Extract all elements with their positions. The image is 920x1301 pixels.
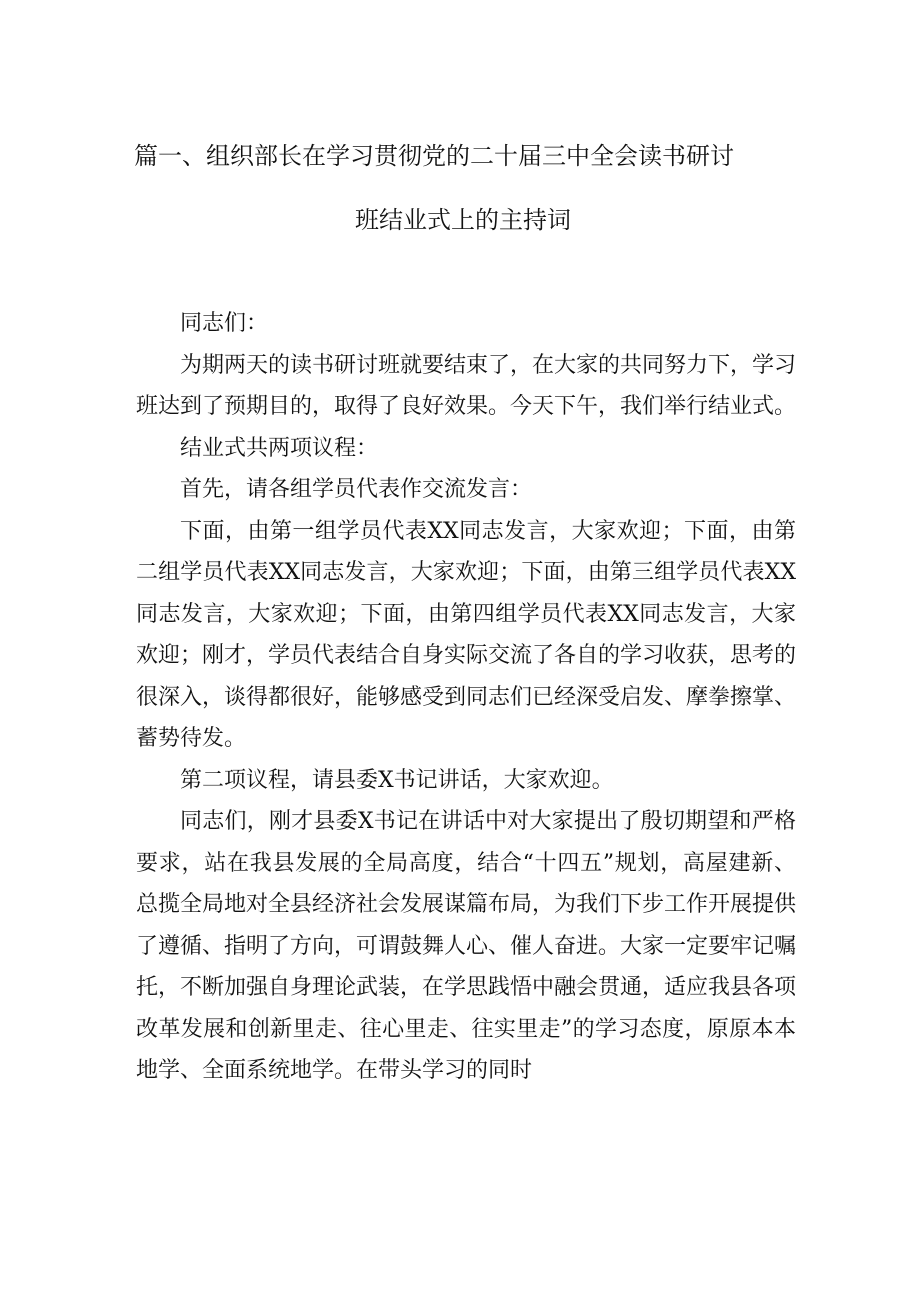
paragraph-salutation: 同志们： [180,311,269,336]
document-body [136,303,796,1092]
paragraph: 结业式共两项议程： [180,435,379,461]
paragraph: 首先，请各组学员代表作交流发言： [180,477,533,502]
paragraph: 为期两天的读书研讨班就要结束了，在大家的共同努力下，学习班达到了预期目的，取得了良好效果。今天下午，我们举行结业式。 [136,352,797,419]
document-title-line-2: 班结业式上的主持词 [355,206,571,234]
paragraph: 第二项议程，请县委X书记讲话，大家欢迎。 [180,767,614,793]
paragraph: 下面，由第一组学员代表XX同志发言，大家欢迎；下面，由第二组学员代表XX同志发言，大家欢迎；下面，由第三组学员代表XX同志发言，大家欢迎；下面，由第四组学员代表XX同志发言，大家欢迎；刚才，学员代表结合自身实际交流了各自的学习收获，思考的很深入，谈得都很好，能够感受到同志们已经深受启发、摩拳擦掌、蓄势待发。 [136,518,797,751]
paragraph: 同志们，刚才县委X书记在讲话中对大家提出了殷切期望和严格要求，站在我县发展的全局高度，结合“十四五”规划，高屋建新、总揽全局地对全县经济社会发展谋篇布局，为我们下步工作开展提供了遵循、指明了方向，可谓鼓舞人心、催人奋进。大家一定要牢记嘱托，不断加强自身理论武装，在学思践悟中融会贯通，适应我县各项改革发展和创新里走、往心里走、往实里走”的学习态度，原原本本地学、全面系统地学。在带头学习的同时 [136,809,797,1083]
document-title-line-1: 篇一、组织部长在学习贯彻党的二十届三中全会读书研讨 [134,142,734,170]
